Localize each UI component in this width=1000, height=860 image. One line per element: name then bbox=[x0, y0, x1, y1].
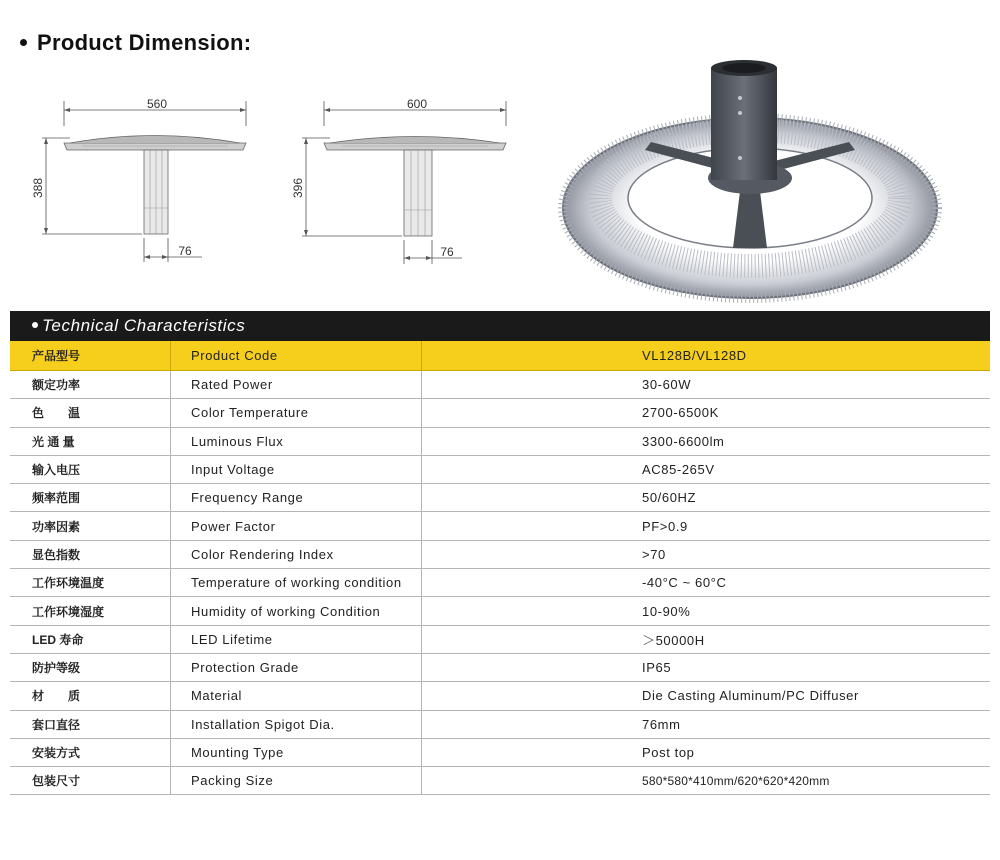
table-row bbox=[10, 427, 990, 455]
row-cn: 防护等级 bbox=[10, 653, 171, 681]
row-value: 30-60W bbox=[422, 371, 991, 399]
drawing-1-width-label: 560 bbox=[146, 97, 168, 111]
row-cn: 套口直径 bbox=[10, 710, 171, 738]
row-cn: 安装方式 bbox=[10, 738, 171, 766]
row-value: 10-90% bbox=[422, 597, 991, 625]
row-en: Material bbox=[171, 682, 422, 710]
table-row bbox=[10, 738, 990, 766]
row-cn: 工作环境湿度 bbox=[10, 597, 171, 625]
row-cn: 材 质 bbox=[10, 682, 171, 710]
drawing-2-height-label: 396 bbox=[291, 177, 305, 199]
row-value: Post top bbox=[422, 738, 991, 766]
bullet-icon bbox=[32, 322, 38, 328]
row-en: Protection Grade bbox=[171, 653, 422, 681]
table-row bbox=[10, 371, 990, 399]
row-en: Rated Power bbox=[171, 371, 422, 399]
row-value: -40°C ~ 60°C bbox=[422, 569, 991, 597]
spec-table-header bbox=[10, 341, 990, 371]
row-value: 3300-6600lm bbox=[422, 427, 991, 455]
header-cn: 产品型号 bbox=[10, 341, 171, 371]
row-en: Packing Size bbox=[171, 767, 422, 795]
row-en: Luminous Flux bbox=[171, 427, 422, 455]
dimension-drawing-2-svg bbox=[290, 88, 530, 273]
drawing-2-spigot-label: 76 bbox=[440, 245, 454, 259]
row-cn: 功率因素 bbox=[10, 512, 171, 540]
row-en: Power Factor bbox=[171, 512, 422, 540]
row-en: LED Lifetime bbox=[171, 625, 422, 653]
row-value: Die Casting Aluminum/PC Diffuser bbox=[422, 682, 991, 710]
row-en: Frequency Range bbox=[171, 484, 422, 512]
table-row bbox=[10, 682, 990, 710]
row-value: 76mm bbox=[422, 710, 991, 738]
row-cn: 工作环境温度 bbox=[10, 569, 171, 597]
table-row bbox=[10, 653, 990, 681]
dimension-drawing-1 bbox=[30, 88, 270, 278]
row-value: PF>0.9 bbox=[422, 512, 991, 540]
row-cn: 输入电压 bbox=[10, 455, 171, 483]
drawing-2-width-label: 600 bbox=[406, 97, 428, 111]
row-en: Temperature of working condition bbox=[171, 569, 422, 597]
tech-title-text: Technical Characteristics bbox=[42, 316, 246, 335]
tech-characteristics-bar bbox=[10, 311, 990, 341]
row-cn: 包装尺寸 bbox=[10, 767, 171, 795]
table-row bbox=[10, 767, 990, 795]
row-en: Color Rendering Index bbox=[171, 540, 422, 568]
drawing-1-height-label: 388 bbox=[31, 177, 45, 199]
table-row bbox=[10, 597, 990, 625]
row-cn: 额定功率 bbox=[10, 371, 171, 399]
spec-table bbox=[10, 341, 990, 795]
table-row bbox=[10, 540, 990, 568]
row-en: Input Voltage bbox=[171, 455, 422, 483]
table-row bbox=[10, 625, 990, 653]
row-en: Installation Spigot Dia. bbox=[171, 710, 422, 738]
row-cn: 色 温 bbox=[10, 399, 171, 427]
header-en: Product Code bbox=[171, 341, 422, 371]
bullet-icon bbox=[20, 39, 27, 46]
product-illustration bbox=[555, 58, 950, 303]
row-en: Mounting Type bbox=[171, 738, 422, 766]
row-value: >70 bbox=[422, 540, 991, 568]
table-row bbox=[10, 512, 990, 540]
row-cn: 频率范围 bbox=[10, 484, 171, 512]
section-title-text: Product Dimension: bbox=[37, 30, 252, 55]
table-row bbox=[10, 710, 990, 738]
row-value: 50/60HZ bbox=[422, 484, 991, 512]
table-row bbox=[10, 455, 990, 483]
row-en: Humidity of working Condition bbox=[171, 597, 422, 625]
row-value: 2700-6500K bbox=[422, 399, 991, 427]
row-cn: 显色指数 bbox=[10, 540, 171, 568]
drawing-1-spigot-label: 76 bbox=[178, 244, 192, 258]
row-cn: 光 通 量 bbox=[10, 427, 171, 455]
row-value: 580*580*410mm/620*620*420mm bbox=[422, 767, 991, 795]
table-row bbox=[10, 484, 990, 512]
row-value: ＞50000H bbox=[422, 625, 991, 653]
product-photo bbox=[555, 58, 950, 308]
table-row bbox=[10, 399, 990, 427]
header-value: VL128B/VL128D bbox=[422, 341, 991, 371]
row-value: IP65 bbox=[422, 653, 991, 681]
dimension-drawing-2 bbox=[290, 88, 530, 278]
tech-characteristics-title bbox=[32, 316, 245, 336]
row-value: AC85-265V bbox=[422, 455, 991, 483]
dimension-drawing-1-svg bbox=[30, 88, 270, 273]
row-cn: LED 寿命 bbox=[10, 625, 171, 653]
section-title bbox=[20, 30, 251, 56]
row-en: Color Temperature bbox=[171, 399, 422, 427]
table-row bbox=[10, 569, 990, 597]
